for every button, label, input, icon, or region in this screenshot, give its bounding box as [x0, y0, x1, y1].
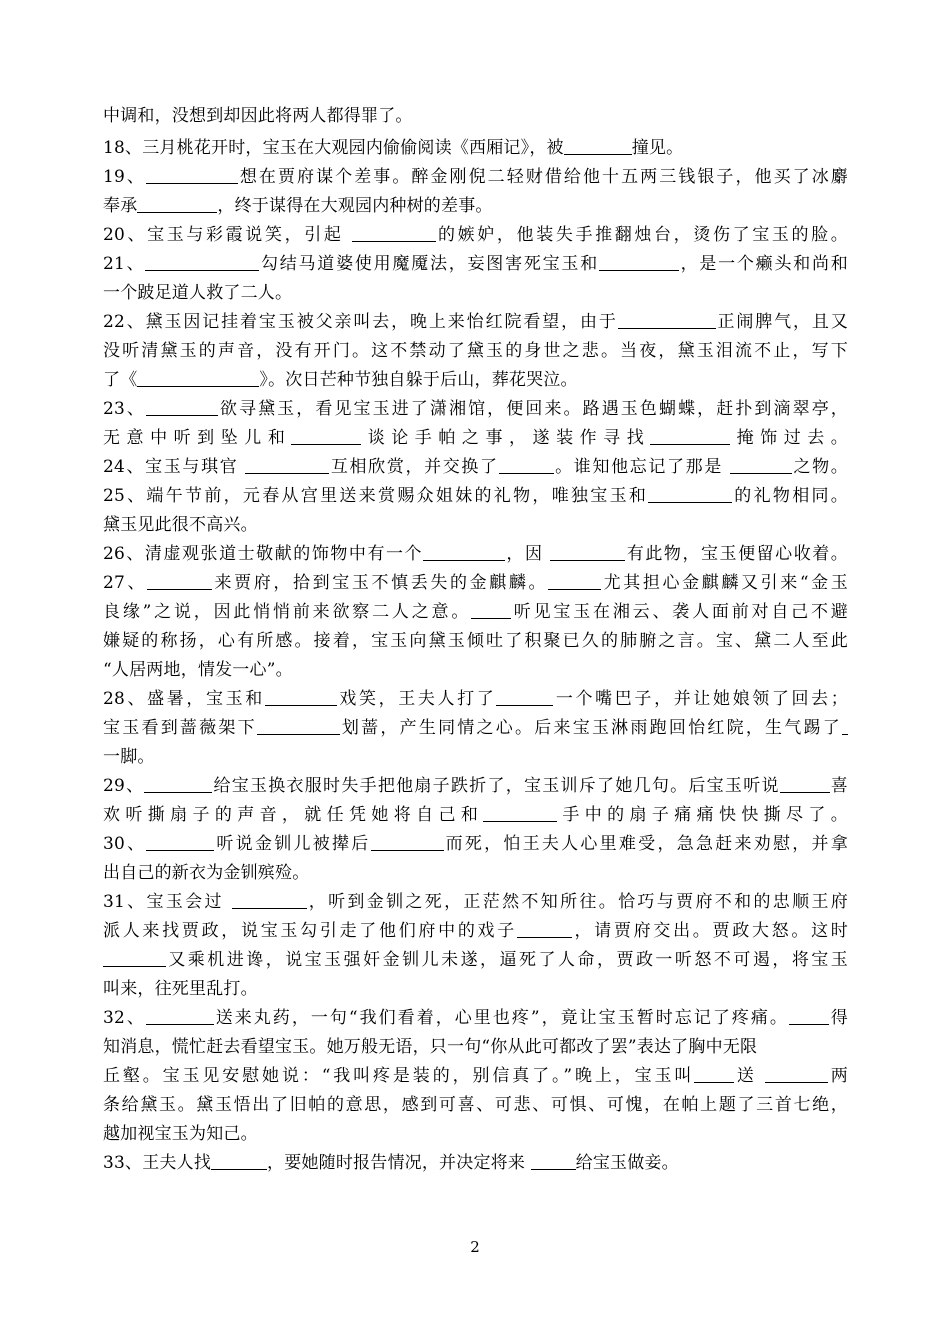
text-segment: 欢听撕扇子的声音，就任凭她将自己和 — [103, 805, 484, 825]
fill-in-blank — [564, 138, 632, 155]
text-segment: 而死，怕王夫人心里难受，急急赶来劝慰，并拿 — [443, 834, 848, 854]
text-segment: 22、黛玉因记挂着宝玉被父亲叫去，晚上来怡红院看望，由于 — [103, 312, 618, 332]
text-segment: 来贾府，拾到宝玉不慎丢失的金麒麟。 — [212, 573, 549, 593]
fill-in-blank — [694, 1066, 734, 1083]
text-line — [103, 601, 848, 625]
fill-in-blank — [144, 776, 212, 793]
text-line — [103, 1094, 848, 1118]
text-segment: 给宝玉做妾。 — [575, 1153, 679, 1173]
text-segment: 嫌疑的称扬，心有所感。接着，宝玉向黛玉倾吐了积聚已久的肺腑之言。宝、黛二人至此 — [103, 631, 848, 651]
text-segment: 中调和，没想到却因此将两人都得罪了。 — [103, 106, 413, 126]
text-segment: ，是一个癞头和尚和 — [678, 254, 848, 274]
text-line — [103, 427, 848, 451]
fill-in-blank — [257, 718, 340, 735]
fill-in-blank — [499, 457, 554, 474]
text-line — [103, 891, 848, 915]
text-segment: ，要她随时报告情况，并决定将来 — [267, 1153, 531, 1173]
text-line — [103, 137, 848, 161]
text-segment: 宝玉看到蔷薇架下 — [103, 718, 257, 738]
text-segment: 一脚。 — [103, 747, 155, 767]
text-segment: 》。次日芒种节独自躲于后山，葬花哭泣。 — [259, 370, 578, 390]
text-segment: 32、 — [103, 1008, 146, 1028]
text-segment: 想在贾府谋个差事。醉金刚倪二轻财借给他十五两三钱银子，他买了冰麝 — [237, 167, 848, 187]
fill-in-blank — [483, 805, 557, 822]
text-line — [103, 833, 848, 857]
text-segment: ，听到金钏之死，正茫然不知所往。恰巧与贾府不和的忠顺王府 — [306, 892, 848, 912]
text-segment: 无意中听到坠儿和 — [103, 428, 292, 448]
text-line — [103, 456, 848, 480]
fill-in-blank — [211, 1153, 267, 1170]
text-segment: 条给黛玉。黛玉悟出了旧帕的意思，感到可喜、可悲、可惧、可愧，在帕上题了三首七绝， — [103, 1095, 848, 1115]
fill-in-blank — [471, 602, 511, 619]
text-segment: 20、宝玉与彩霞说笑，引起 — [103, 225, 352, 245]
text-line — [103, 166, 848, 190]
text-line — [103, 1007, 848, 1031]
text-line — [103, 311, 848, 335]
fill-in-blank — [146, 399, 218, 416]
text-line — [103, 775, 848, 799]
text-segment: 18、三月桃花开时，宝玉在大观园内偷偷阅读《西厢记》，被 — [103, 138, 564, 158]
text-segment: “人居两地，情发一心”。 — [103, 660, 293, 680]
fill-in-blank — [648, 486, 732, 503]
text-segment: 良缘”之说，因此悄悄前来欲察二人之意。 — [103, 602, 472, 622]
text-line — [103, 746, 848, 770]
text-segment: ，终于谋得在大观园内种树的差事。 — [217, 196, 493, 216]
text-segment: 送 — [734, 1066, 766, 1086]
text-line — [103, 253, 848, 277]
fill-in-blank — [618, 312, 716, 329]
page-number: 2 — [470, 1238, 480, 1256]
fill-in-blank — [789, 1008, 829, 1025]
fill-in-blank — [145, 254, 259, 271]
text-segment: 丘壑。宝玉见安慰她说：“我叫疼是装的，别信真了。”晚上，宝玉叫 — [103, 1066, 695, 1086]
text-segment: 24、宝玉与琪官 — [103, 457, 246, 477]
fill-in-blank — [352, 225, 436, 242]
text-segment: 28、盛暑，宝玉和 — [103, 689, 265, 709]
fill-in-blank — [496, 689, 553, 706]
text-segment: 欲寻黛玉，看见宝玉进了潇湘馆，便回来。路遇玉色蝴蝶，赶扑到滴翠亭， — [218, 399, 848, 419]
text-segment: 奉承 — [103, 196, 138, 216]
text-segment: 23、 — [103, 399, 147, 419]
text-line — [103, 572, 848, 596]
text-segment: 互相欣赏，并交换了 — [329, 457, 499, 477]
text-segment: 一个跛足道人救了二人。 — [103, 283, 293, 303]
text-segment: 33、王夫人找 — [103, 1153, 212, 1173]
text-line — [103, 717, 848, 741]
fill-in-blank — [730, 457, 792, 474]
fill-in-blank — [232, 892, 307, 909]
text-segment: 之物。 — [792, 457, 848, 477]
text-segment: 越加视宝玉为知己。 — [103, 1124, 258, 1144]
text-line — [103, 224, 848, 248]
fill-in-blank — [842, 718, 848, 735]
text-segment: 21、 — [103, 254, 146, 274]
text-segment: 喜 — [829, 776, 849, 796]
text-line — [103, 398, 848, 422]
fill-in-blank — [291, 428, 361, 445]
text-line — [103, 369, 848, 393]
fill-in-blank — [548, 573, 601, 590]
text-segment: 30、 — [103, 834, 147, 854]
text-line — [103, 688, 848, 712]
fill-in-blank — [146, 1008, 214, 1025]
fill-in-blank — [650, 428, 730, 445]
text-line — [103, 1065, 848, 1089]
text-segment: 有此物，宝玉便留心收着。 — [625, 544, 848, 564]
fill-in-blank — [780, 776, 830, 793]
text-line — [103, 1152, 848, 1176]
fill-in-blank — [599, 254, 679, 271]
text-line — [103, 195, 848, 219]
text-segment: 26、清虚观张道士敬献的饰物中有一个 — [103, 544, 424, 564]
text-segment: 27、 — [103, 573, 148, 593]
text-segment: 派人来找贾政，说宝玉勾引走了他们府中的戏子 — [103, 921, 517, 941]
text-line — [103, 949, 848, 973]
text-segment: 出自己的新衣为金钏殡殓。 — [103, 863, 310, 883]
text-line — [103, 1036, 848, 1060]
text-line — [103, 105, 848, 129]
text-segment: 撞见。 — [631, 138, 684, 158]
fill-in-blank — [265, 689, 337, 706]
text-segment: 又乘机进谗，说宝玉强奸金钏儿未遂，逼死了人命，贾政一听怒不可遏，将宝玉 — [166, 950, 848, 970]
text-line — [103, 340, 848, 364]
text-segment: 了《 — [103, 370, 138, 390]
text-segment: 划蔷，产生同情之心。后来宝玉淋雨跑回怡红院，生气踢了 — [339, 718, 842, 738]
text-segment: 没听清黛玉的声音，没有开门。这不禁动了黛玉的身世之悲。当夜，黛玉泪流不止，写下 — [103, 341, 848, 361]
text-segment: 勾结马道婆使用魔魇法，妄图害死宝玉和 — [259, 254, 599, 274]
text-segment: ，因 — [505, 544, 551, 564]
text-segment: 给宝玉换衣服时失手把他扇子跌折了，宝玉训斥了她几句。后宝玉听说 — [212, 776, 780, 796]
text-line — [103, 862, 848, 886]
text-segment: 31、宝玉会过 — [103, 892, 232, 912]
text-segment: 得 — [828, 1008, 848, 1028]
text-line — [103, 514, 848, 538]
text-line — [103, 1123, 848, 1147]
text-segment: 29、 — [103, 776, 145, 796]
text-line — [103, 485, 848, 509]
text-segment: 的嫉妒，他装失手推翻烛台，烫伤了宝玉的脸。 — [435, 225, 848, 245]
fill-in-blank — [550, 544, 625, 561]
text-segment: 送来丸药，一句“我们看着，心里也疼”，竟让宝玉暂时忘记了疼痛。 — [213, 1008, 789, 1028]
text-segment: 19、 — [103, 167, 146, 187]
fill-in-blank — [137, 370, 259, 387]
text-line — [103, 630, 848, 654]
text-segment: 谈论手帕之事，遂装作寻找 — [361, 428, 651, 448]
text-line — [103, 978, 848, 1002]
text-segment: ，请贾府交出。贾政大怒。这时 — [572, 921, 848, 941]
fill-in-blank — [517, 921, 572, 938]
text-line — [103, 543, 848, 567]
text-segment: 。谁知他忘记了那是 — [553, 457, 731, 477]
fill-in-blank — [423, 544, 505, 561]
text-line — [103, 920, 848, 944]
text-segment: 一个嘴巴子，并让她娘领了回去； — [553, 689, 848, 709]
text-segment: 听见宝玉在湘云、袭人面前对自己不避 — [511, 602, 848, 622]
text-line — [103, 804, 848, 828]
text-segment: 尤其担心金麒麟又引来“金玉 — [601, 573, 849, 593]
text-segment: 手中的扇子痛痛快快撕尽了。 — [557, 805, 848, 825]
text-segment: 戏笑，王夫人打了 — [336, 689, 497, 709]
text-segment: 叫来，往死里乱打。 — [103, 979, 258, 999]
fill-in-blank — [765, 1066, 828, 1083]
text-segment: 知消息，慌忙赶去看望宝玉。她万般无语，只一句“你从此可都改了罢”表达了胸中无限 — [103, 1037, 758, 1057]
fill-in-blank — [137, 196, 217, 213]
fill-in-blank — [147, 573, 212, 590]
fill-in-blank — [245, 457, 329, 474]
fill-in-blank — [146, 834, 214, 851]
text-line — [103, 282, 848, 306]
text-segment: 的礼物相同。 — [732, 486, 848, 506]
text-segment: 掩饰过去。 — [730, 428, 849, 448]
fill-in-blank — [103, 950, 166, 967]
text-segment: 正闹脾气，且又 — [715, 312, 848, 332]
fill-in-blank — [371, 834, 444, 851]
text-segment: 25、端午节前，元春从宫里送来赏赐众姐妹的礼物，唯独宝玉和 — [103, 486, 649, 506]
text-line — [103, 659, 848, 683]
text-segment: 两 — [828, 1066, 848, 1086]
fill-in-blank — [146, 167, 238, 184]
text-segment: 听说金钏儿被撵后 — [214, 834, 371, 854]
fill-in-blank — [531, 1153, 576, 1170]
text-segment: 黛玉见此很不高兴。 — [103, 515, 258, 535]
